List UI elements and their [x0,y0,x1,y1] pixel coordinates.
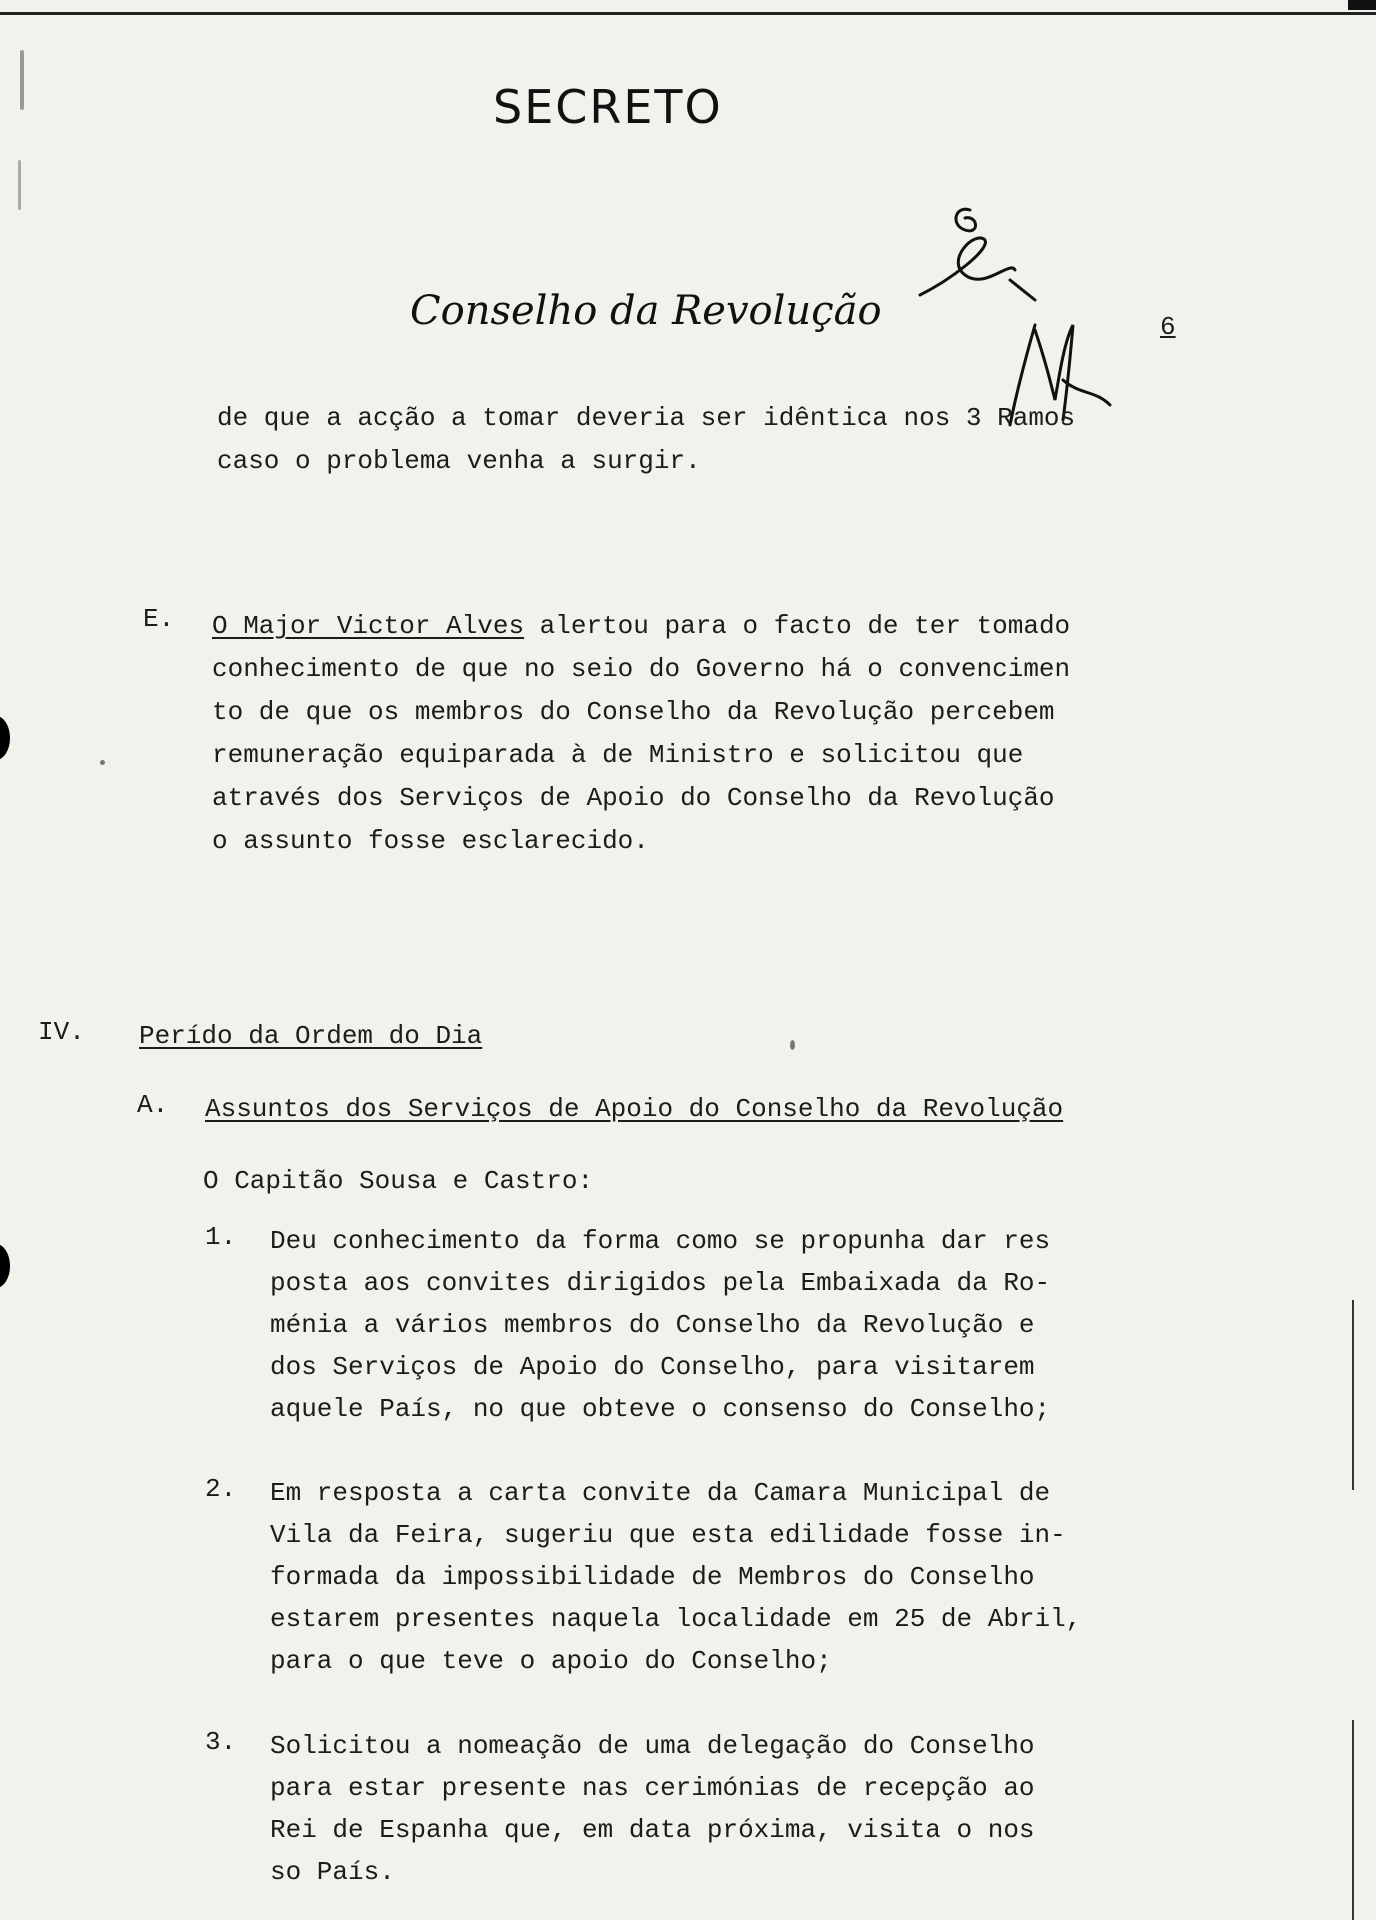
section-e-line [212,611,1070,641]
punch-hole [0,1244,10,1288]
scan-top-rule [0,12,1376,15]
intro-line: de que a acção a tomar deveria ser idêntica nos 3 Ramos [217,403,1076,433]
item-2-line: Vila da Feira, sugeriu que esta edilidade fosse in- [270,1520,1066,1550]
section-iv-title: Perído da Ordem do Dia [139,1021,483,1051]
section-e-line-rest: alertou para o facto de ter tomado [524,611,1071,641]
item-1-line: posta aos convites dirigidos pela Embaixada da Ro- [270,1268,1051,1298]
item-1-line: dos Serviços de Apoio do Conselho, para visitarem [270,1352,1035,1382]
section-marker-a: A. [137,1090,169,1120]
item-3-line: para estar presente nas cerimónias de recepção ao [270,1773,1035,1803]
item-2-line: Em resposta a carta convite da Camara Municipal de [270,1478,1051,1508]
item-1-line: Deu conhecimento da forma como se propunha dar res [270,1226,1051,1256]
item-3-line: so País. [270,1857,395,1887]
punch-hole [0,716,10,760]
item-2-line: estarem presentes naquela localidade em 25 de Abril, [270,1604,1082,1634]
scan-margin-line [1352,1720,1354,1920]
item-marker-3: 3. [205,1727,237,1757]
classification-stamp: SECRETO [493,80,723,134]
intro-line: caso o problema venha a surgir. [217,446,701,476]
section-e-line: através dos Serviços de Apoio do Conselho da Revolução [212,783,1055,813]
scan-speck [18,160,21,210]
item-2-line: formada da impossibilidade de Membros do Conselho [270,1562,1035,1592]
page-number: 6 [1160,312,1176,342]
scan-corner-mark [1348,0,1376,10]
item-3-line: Rei de Espanha que, em data próxima, visita o nos [270,1815,1035,1845]
scan-speck [790,1040,795,1050]
letterhead: Conselho da Revolução [410,288,882,334]
speaker-line: O Capitão Sousa e Castro: [203,1166,594,1196]
item-1-line: ménia a vários membros do Conselho da Revolução e [270,1310,1035,1340]
handwritten-initials [860,200,1050,310]
scan-speck [100,760,105,765]
major-victor-alves-name: O Major Victor Alves [212,611,525,641]
section-marker-iv: IV. [38,1017,85,1047]
section-e-line: to de que os membros do Conselho da Revolução percebem [212,697,1055,727]
section-e-line: o assunto fosse esclarecido. [212,826,649,856]
section-marker-e: E. [143,604,175,634]
item-2-line: para o que teve o apoio do Conselho; [270,1646,832,1676]
section-a-title: Assuntos dos Serviços de Apoio do Conselho da Revolução [205,1094,1064,1124]
item-3-line: Solicitou a nomeação de uma delegação do Conselho [270,1731,1035,1761]
item-marker-2: 2. [205,1474,237,1504]
item-marker-1: 1. [205,1222,237,1252]
section-e-line: remuneração equiparada à de Ministro e solicitou que [212,740,1024,770]
item-1-line: aquele País, no que obteve o consenso do Conselho; [270,1394,1051,1424]
scan-speck [20,50,24,110]
scan-margin-line [1352,1300,1354,1490]
section-e-line: conhecimento de que no seio do Governo há o convencimen [212,654,1071,684]
